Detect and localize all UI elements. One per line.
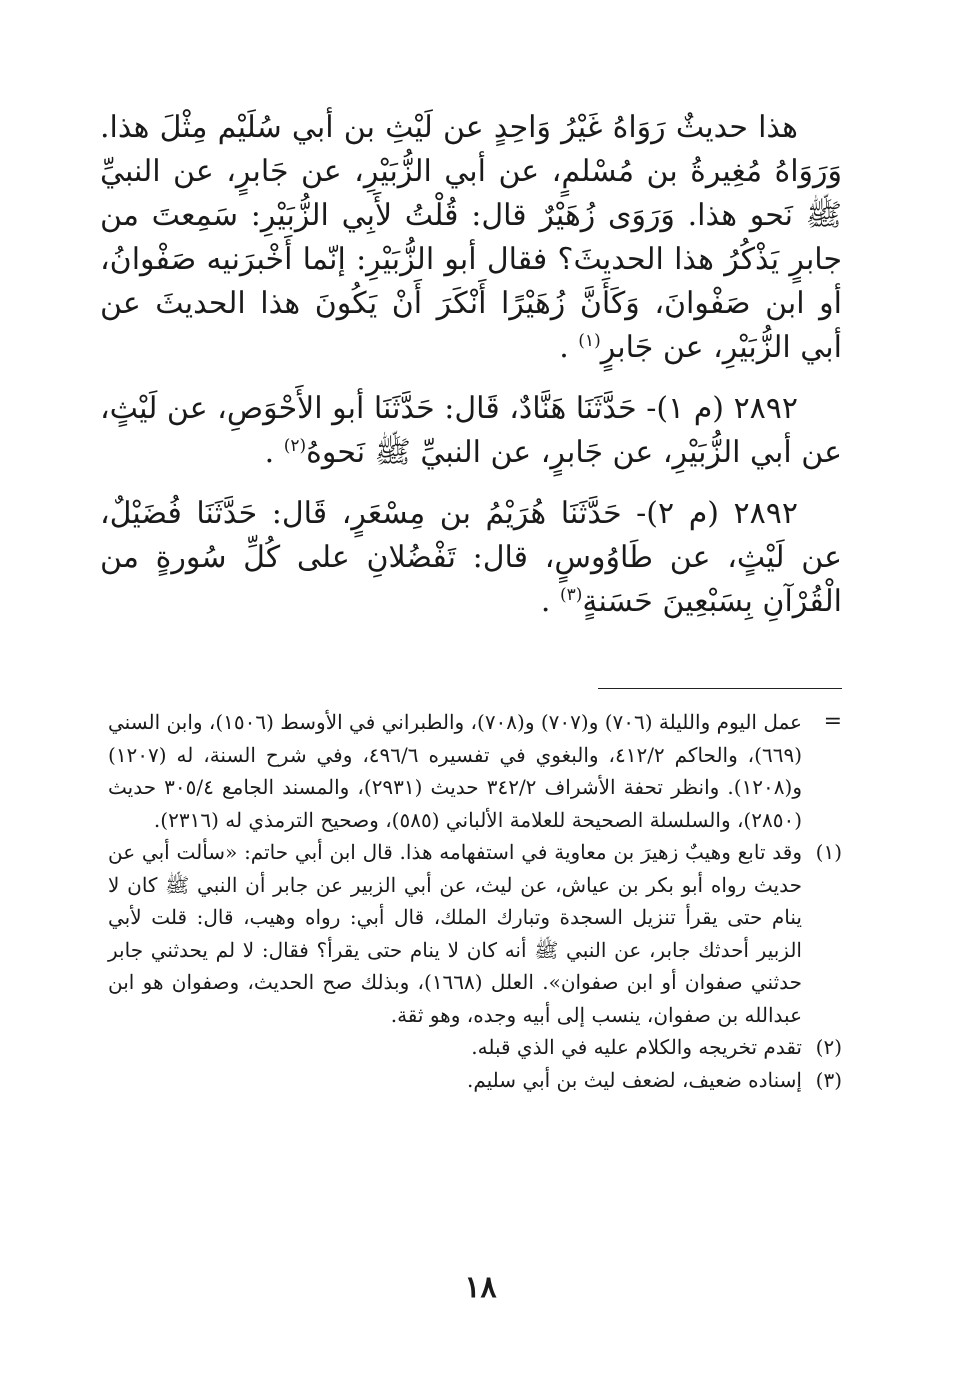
paragraph-text: هذا حديثٌ رَوَاهُ غَيْرُ وَاحِدٍ عن لَيْثِ بن أبي سُلَيْم مِثْلَ هذا. وَرَوَاهُ مُغِيرةُ بن مُسْلمٍ، عن أبي الزُّبَيْرِ، عن جَابرٍ، عن النبيِّ ﷺ نَحو هذا. وَرَوَى زُهَيْرٌ قال: قُلْتُ لأَبِي الزُّبَيْرِ: سَمِعتَ من جابرٍ يَذْكُرُ هذا الحديثَ؟ فقال أبو الزُّبَيْرِ: إنّما أَخْبرَنيه صَفْوانُ، أو ابن صَفْوانَ، وَكَأَنَّ زُهَيْرًا أَنْكَرَ أَنْ يَكُونَ هذا الحديثَ عن أبي الزُّبَيْرِ، عن جَابرٍ	[100, 110, 842, 365]
footnote-marker: =	[823, 709, 842, 734]
footnote-reference-1: (١)	[578, 331, 601, 351]
page-number: ١٨	[464, 1270, 497, 1305]
main-text	[100, 106, 842, 641]
hadith-2892-m1	[100, 387, 842, 475]
footnote-3	[108, 1064, 842, 1097]
paragraph-text: ٢٨٩٢ (م ١)- حَدَّثَنَا هَنَّادٌ، قَال: حَدَّثَنَا أبو الأَحْوَصِ، عن لَيْثٍ، عن أبي الزُّبَيْرِ، عن جَابرٍ، عن النبيِّ ﷺ نَحوهُ	[100, 391, 842, 470]
footnote-continuation	[108, 706, 842, 836]
footnote-reference-3: (٣)	[559, 585, 583, 605]
footnote-text: إسناده ضعيف، لضعف ليث بن أبي سليم.	[466, 1067, 802, 1092]
hadith-2892-m2	[100, 492, 842, 624]
footnote-divider	[598, 688, 842, 689]
footnotes	[108, 706, 842, 1096]
footnote-2	[108, 1031, 842, 1064]
footnote-marker: (٢)	[815, 1035, 842, 1059]
paragraph-text: ٢٨٩٢ (م ٢)- حَدَّثَنَا هُرَيْمُ بن مِسْعَرٍ، قَال: حَدَّثَنَا فُضَيْلٌ، عن لَيْثٍ، عن طَاوُوسٍ، قال: تَفْضُلانِ على كُلِّ سُورةٍ من الْقُرْآنِ بِسَبْعِينَ حَسَنةٍ	[100, 496, 842, 619]
footnote-text: تقدم تخريجه والكلام عليه في الذي قبله.	[471, 1035, 802, 1059]
footnote-marker: (٣)	[815, 1067, 842, 1092]
footnote-text: عمل اليوم والليلة (٧٠٦) و(٧٠٧) و(٧٠٨)، والطبراني في الأوسط (١٥٠٦)، وابن السني (٦٦٩)، والحاكم ٤١٢/٢، والبغوي في تفسيره ٤٩٦/٦، وفي شرح السنة، له (١٢٠٧) و(١٢٠٨). وانظر تحفة الأشراف ٣٤٢/٢ حديث (٢٩٣١)، والمسند الجامع ٣٠٥/٤ حديث (٢٨٥٠)، والسلسلة الصحيحة للعلامة الألباني (٥٨٥)، وصحيح الترمذي له (٢٣١٦).	[107, 710, 802, 832]
footnote-marker: (١)	[815, 840, 842, 864]
paragraph-commentary	[100, 106, 842, 370]
paragraph-end: .	[264, 435, 284, 470]
paragraph-end: .	[559, 330, 579, 365]
paragraph-end: .	[540, 584, 560, 619]
footnote-text: وقد تابع وهيبٌ زهيرَ بن معاوية في استفهامه هذا. قال ابن أبي حاتم: «سألت أبي عن حديث رواه أبو بكر بن عياش، عن ليث، عن أبي الزبير عن جابر أن النبي ﷺ كان لا ينام حتى يقرأ تنزيل السجدة وتبارك الملك، قال أبي: رواه وهيب، قال: قلت لأبي الزبير أحدثك جابر، عن النبي ﷺ أنه كان لا ينام حتى يقرأ؟ فقال: لا لم يحدثني جابر حدثني صفوان أو ابن صفوان». العلل (١٦٦٨)، وبذلك صح الحديث، وصفوان هو ابن عبدالله بن صفوان، ينسب إلى أبيه وجده، وهو ثقة.	[108, 840, 802, 1027]
footnote-reference-2: (٢)	[283, 436, 307, 456]
footnote-1	[108, 836, 842, 1031]
